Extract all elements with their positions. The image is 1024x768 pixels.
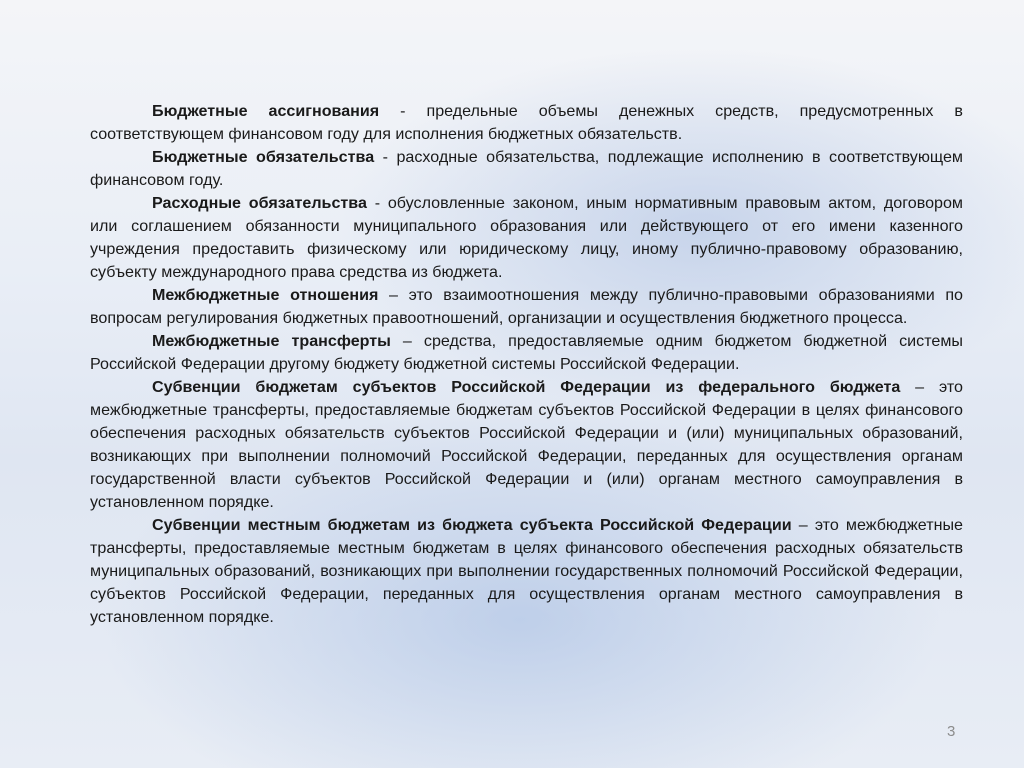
definitions-text [90,100,963,629]
definition-paragraph [90,514,963,629]
definition-text: - расходные обязательства, подлежащие исполнению в соответствующем финансовом году. [90,148,963,189]
definition-paragraph [90,100,963,146]
definition-paragraph [90,192,963,284]
definition-paragraph [90,146,963,192]
definition-term: Бюджетные обязательства [152,148,375,166]
definition-term: Субвенции бюджетам субъектов Российской Федерации из федерального бюджета [152,378,901,396]
definition-term: Межбюджетные отношения [152,286,379,304]
definition-text: - обусловленные законом, иным нормативным правовым актом, договором или соглашением обязанности муниципального образования или действующего от его имени казенного учреждения предоставить физическому или юридическому лицу, иному публично-правовому образованию, субъекту международного права средства из бюджета. [90,194,963,281]
definition-paragraph [90,376,963,514]
definition-term: Межбюджетные трансферты [152,332,391,350]
definition-text: – это межбюджетные трансферты, предоставляемые бюджетам субъектов Российской Федерации в целях финансового обеспечения расходных обязательств субъектов Российской Федерации и (или) муниципальных образований, возникающих при выполнении полномочий Российской Федерации, переданных для осуществления органам государственной власти субъектов Российской Федерации и (или) органам местного самоуправления в установленном порядке. [90,378,963,511]
definition-text: – это межбюджетные трансферты, предоставляемые местным бюджетам в целях финансового обеспечения расходных обязательств муниципальных образований, возникающих при выполнении государственных полномочий Российской Федерации, субъектов Российской Федерации, переданных для осуществления органам местного самоуправления в установленном порядке. [90,516,963,626]
definition-term: Субвенции местным бюджетам из бюджета субъекта Российской Федерации [152,516,792,534]
definition-text: – средства, предоставляемые одним бюджетом бюджетной системы Российской Федерации другому бюджету бюджетной системы Российской Федерации. [90,332,963,373]
definition-paragraph [90,330,963,376]
page-number: 3 [947,723,956,740]
definition-text: – это взаимоотношения между публично-правовыми образованиями по вопросам регулирования бюджетных правоотношений, организации и осуществления бюджетного процесса. [90,286,963,327]
definition-term: Бюджетные ассигнования [152,102,380,120]
definition-text: - предельные объемы денежных средств, предусмотренных в соответствующем финансовом году для исполнения бюджетных обязательств. [90,102,963,143]
definition-paragraph [90,284,963,330]
definition-term: Расходные обязательства [152,194,367,212]
